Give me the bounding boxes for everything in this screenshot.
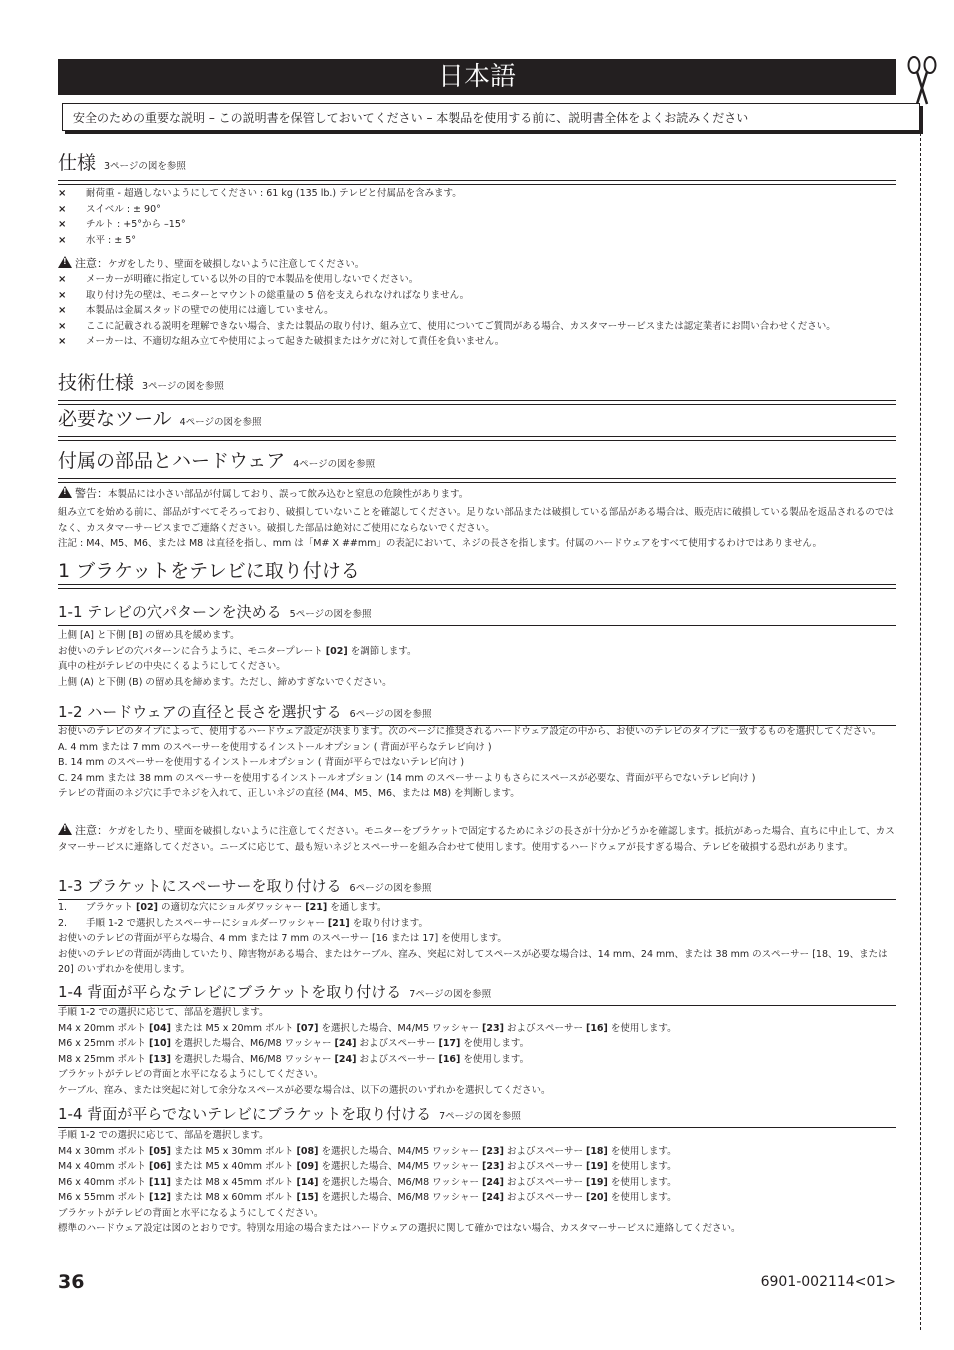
text-line: C. 24 mm または 38 mm のスペーサーを使用するインストールオプション (14 mm のスペーサーよりもさらにスペースが必要な、背面が平らでないテレビ向け ) bbox=[58, 772, 756, 784]
text-line: ブラケットがテレビの背面と水平になるようにしてください。 bbox=[58, 1207, 324, 1219]
step-number: 1. bbox=[58, 902, 68, 913]
safety-banner: 安全のための重要な説明 – この説明書を保管しておいてください – 本製品を使用する前に、説明書全体をよくお読みください bbox=[62, 103, 920, 131]
text-line: 真中の柱がテレビの中央にくるようにしてください。 bbox=[58, 661, 286, 672]
caution-list bbox=[58, 272, 898, 350]
text-line: A. 4 mm または 7 mm のスペーサーを使用するインストールオプション ( 背面が平らなテレビ向け ) bbox=[58, 741, 492, 753]
list-item: × 本製品は金属スタッドの壁での使用には適していません。 bbox=[58, 303, 898, 319]
list-item: × メーカーは、不適切な組み立てや使用によって起きた破損またはケガに対して責任を負いません。 bbox=[58, 334, 898, 350]
list-item: × スイベル : ± 90° bbox=[58, 202, 898, 218]
step-1-2-body bbox=[58, 724, 898, 802]
text-line: お使いのテレビの背面が湾曲していたり、障害物がある場合、またはケーブル、窪み、突起に対してスペースが必要な場合は、14 mm、24 mm、または 38 mm のスペーサー [18、19、または 20] のいずれかを使用します。 bbox=[58, 948, 888, 975]
text-line: 手順 1-2 での選択に応じて、部品を選択します。 bbox=[58, 1130, 269, 1141]
hardware-ref: 4ページの図を参照 bbox=[293, 459, 376, 470]
warning-icon bbox=[58, 823, 72, 835]
specs-ref: 3ページの図を参照 bbox=[104, 161, 186, 172]
text-line: M6 x 25mm ボルト [10] を選択した場合、M6/M8 ワッシャー [24] およびスペーサー [17] を使用します。 bbox=[58, 1038, 530, 1049]
text-line: M4 x 40mm ボルト [06] または M5 x 40mm ボルト [09] を選択した場合、M4/M5 ワッシャー [23] およびスペーサー [19] を使用します。 bbox=[58, 1161, 677, 1172]
tech-specs-heading-text: 技術仕様 bbox=[58, 372, 135, 394]
paragraph: 注記 : M4、M5、M6、または M8 は直径を指し、mm は「M# X ##mm」の表記において、ネジの長さを指します。付属のハードウェアをすべて使用するわけではありません。 bbox=[58, 538, 822, 549]
step-1-1-body bbox=[58, 628, 898, 690]
text-line: お使いのテレビの背面が平らな場合、4 mm または 7 mm のスペーサー [16 または 17] を使用します。 bbox=[58, 933, 507, 944]
step-1-2-caution bbox=[58, 823, 898, 855]
list-item: × ここに記載される説明を理解できない場合、または製品の取り付け、組み立て、使用についてご質問がある場合、カスタマーサービスまたは認定業者にお問い合わせください。 bbox=[58, 319, 898, 335]
section1-heading bbox=[58, 560, 896, 585]
page-number: 36 bbox=[58, 1271, 85, 1293]
step-1-4a-heading bbox=[58, 983, 896, 1006]
text-line: 上側 (A) と下側 (B) の留め具を締めます。ただし、締めすぎないでください。 bbox=[58, 676, 392, 688]
step-1-4a-ref: 7ページの図を参照 bbox=[409, 989, 492, 1000]
text-line: 上側 [A] と下側 [B] の留め具を緩めます。 bbox=[58, 630, 240, 641]
step-1-3-heading bbox=[58, 877, 896, 900]
text-line: ケーブル、窪み、または突起に対して余分なスペースが必要な場合は、以下の選択のいずれかを選択してください。 bbox=[58, 1084, 551, 1096]
step-1-2-title: 1-2 ハードウェアの直径と長さを選択する bbox=[58, 703, 342, 721]
text-line: 手順 1-2 での選択に応じて、部品を選択します。 bbox=[58, 1007, 269, 1018]
warning-icon bbox=[58, 256, 72, 268]
warning-icon bbox=[58, 486, 72, 498]
caution-text: ケガをしたり、壁面を破損しないように注意してください。モニターをブラケットで固定するためにネジの長さが十分かどうかを確認します。抵抗があった場合、直ちに中止して、カスタマーサービスに連絡してください。ニーズに応じて、最も短いネジとスペーサーを組み合わせて使用します。使用するハードウェアが長すぎる場合、テレビを破損する恐れがあります。 bbox=[58, 826, 895, 853]
text-line: B. 14 mm のスペーサーを使用するインストールオプション ( 背面が平らではないテレビ向け ) bbox=[58, 757, 465, 768]
text-line: お使いのテレビのタイプによって、使用するハードウェア設定が決まります。次のページに推奨されるハードウェア設定の中から、お使いのテレビのタイプに一致するものを選択してください。 bbox=[58, 726, 882, 737]
hardware-warning bbox=[58, 486, 898, 503]
text-line: ブラケットがテレビの背面と水平になるようにしてください。 bbox=[58, 1069, 324, 1080]
text-line: M8 x 25mm ボルト [13] を選択した場合、M6/M8 ワッシャー [24] およびスペーサー [16] を使用します。 bbox=[58, 1053, 530, 1065]
step-1-2-ref: 6ページの図を参照 bbox=[349, 709, 432, 720]
step-1-4a-body bbox=[58, 1005, 898, 1098]
step-1-4a-title: 1-4 背面が平らなテレビにブラケットを取り付ける bbox=[58, 983, 402, 1001]
text-line: M6 x 55mm ボルト [12] または M8 x 60mm ボルト [15] を選択した場合、M6/M8 ワッシャー [24] およびスペーサー [20] を使用します。 bbox=[58, 1192, 677, 1203]
step-1-3-body bbox=[58, 931, 898, 978]
step-1-1-ref: 5ページの図を参照 bbox=[289, 609, 372, 620]
list-item: 1. ブラケット [02] の適切な穴にショルダワッシャー [21] を通します。 bbox=[58, 900, 898, 916]
text-line: M4 x 30mm ボルト [05] または M5 x 30mm ボルト [08] を選択した場合、M4/M5 ワッシャー [23] およびスペーサー [18] を使用します。 bbox=[58, 1145, 677, 1157]
scissors-icon bbox=[905, 56, 939, 106]
text-line: テレビの背面のネジ穴に手でネジを入れて、正しいネジの直径 (M4、M5、M6、または M8) を判断します。 bbox=[58, 788, 520, 799]
specs-heading-text: 仕様 bbox=[58, 152, 97, 174]
step-1-2-heading bbox=[58, 703, 896, 726]
step-1-3-ref: 6ページの図を参照 bbox=[349, 883, 432, 894]
tools-heading bbox=[58, 408, 896, 437]
list-item: × チルト : +5°から –15° bbox=[58, 217, 898, 233]
list-item: × メーカーが明確に指定している以外の目的で本製品を使用しないでください。 bbox=[58, 272, 898, 288]
list-item: × 耐荷重 - 超過しないようにしてください : 61 kg (135 lb.) テレビと付属品を含みます。 bbox=[58, 186, 898, 202]
paragraph: 組み立てを始める前に、部品がすべてそろっており、破損していないことを確認してください。足りない部品または破損している部品がある場合は、販売店に破損している製品を返品されるのではなく、カスタマーサービスまでご連絡ください。破損した部品は絶対にご使用にならないでください。 bbox=[58, 507, 894, 534]
step-1-1-heading bbox=[58, 603, 896, 626]
specs-caution bbox=[58, 256, 898, 273]
language-title: 日本語 bbox=[58, 59, 896, 95]
step-1-3-steps bbox=[58, 900, 898, 931]
text-line: M4 x 20mm ボルト [04] または M5 x 20mm ボルト [07] を選択した場合、M4/M5 ワッシャー [23] およびスペーサー [16] を使用します。 bbox=[58, 1022, 677, 1034]
caution-label: 注意： bbox=[75, 257, 108, 270]
step-1-4b-title: 1-4 背面が平らでないテレビにブラケットを取り付ける bbox=[58, 1105, 432, 1123]
step-1-4b-body bbox=[58, 1128, 898, 1237]
caution-text: ケガをしたり、壁面を破損しないように注意してください。 bbox=[108, 259, 365, 270]
hardware-paragraphs bbox=[58, 505, 898, 552]
step-1-3-title: 1-3 ブラケットにスペーサーを取り付ける bbox=[58, 877, 342, 895]
step-1-1-title: 1-1 テレビの穴パターンを決める bbox=[58, 603, 282, 621]
warning-text: 本製品には小さい部品が付属しており、誤って飲み込むと窒息の危険性があります。 bbox=[108, 489, 469, 500]
step-1-4b-heading bbox=[58, 1105, 896, 1128]
step-1-4b-ref: 7ページの図を参照 bbox=[439, 1111, 521, 1122]
tech-specs-heading bbox=[58, 372, 896, 401]
list-item: 2. 手順 1-2 で選択したスペーサーにショルダーワッシャー [21] を取り付けます。 bbox=[58, 916, 898, 932]
caution-label: 注意： bbox=[75, 824, 108, 837]
hardware-heading bbox=[58, 450, 896, 479]
step-number: 2. bbox=[58, 917, 68, 929]
specs-list bbox=[58, 186, 898, 248]
text-line: 標準のハードウェア設定は図のとおりです。特別な用途の場合またはハードウェアの選択に関して確かではない場合、カスタマーサービスに連絡してください。 bbox=[58, 1223, 741, 1234]
tools-heading-text: 必要なツール bbox=[58, 408, 172, 430]
specs-heading bbox=[58, 152, 896, 181]
warning-label: 警告： bbox=[75, 487, 108, 500]
document-code: 6901-002114<01> bbox=[760, 1274, 896, 1290]
cut-line bbox=[920, 108, 921, 1330]
hardware-heading-text: 付属の部品とハードウェア bbox=[58, 450, 286, 472]
section1-heading-text: 1 ブラケットをテレビに取り付ける bbox=[58, 560, 360, 582]
text-line: お使いのテレビの穴パターンに合うように、モニタープレート [02] を調節します。 bbox=[58, 645, 417, 657]
tech-specs-ref: 3ページの図を参照 bbox=[142, 381, 224, 392]
tools-ref: 4ページの図を参照 bbox=[179, 417, 262, 428]
text-line: M6 x 40mm ボルト [11] または M8 x 45mm ボルト [14] を選択した場合、M6/M8 ワッシャー [24] およびスペーサー [19] を使用します。 bbox=[58, 1176, 677, 1188]
list-item: × 取り付け先の壁は、モニターとマウントの総重量の 5 倍を支えられなければなりません。 bbox=[58, 288, 898, 304]
list-item: × 水平 : ± 5° bbox=[58, 233, 898, 249]
